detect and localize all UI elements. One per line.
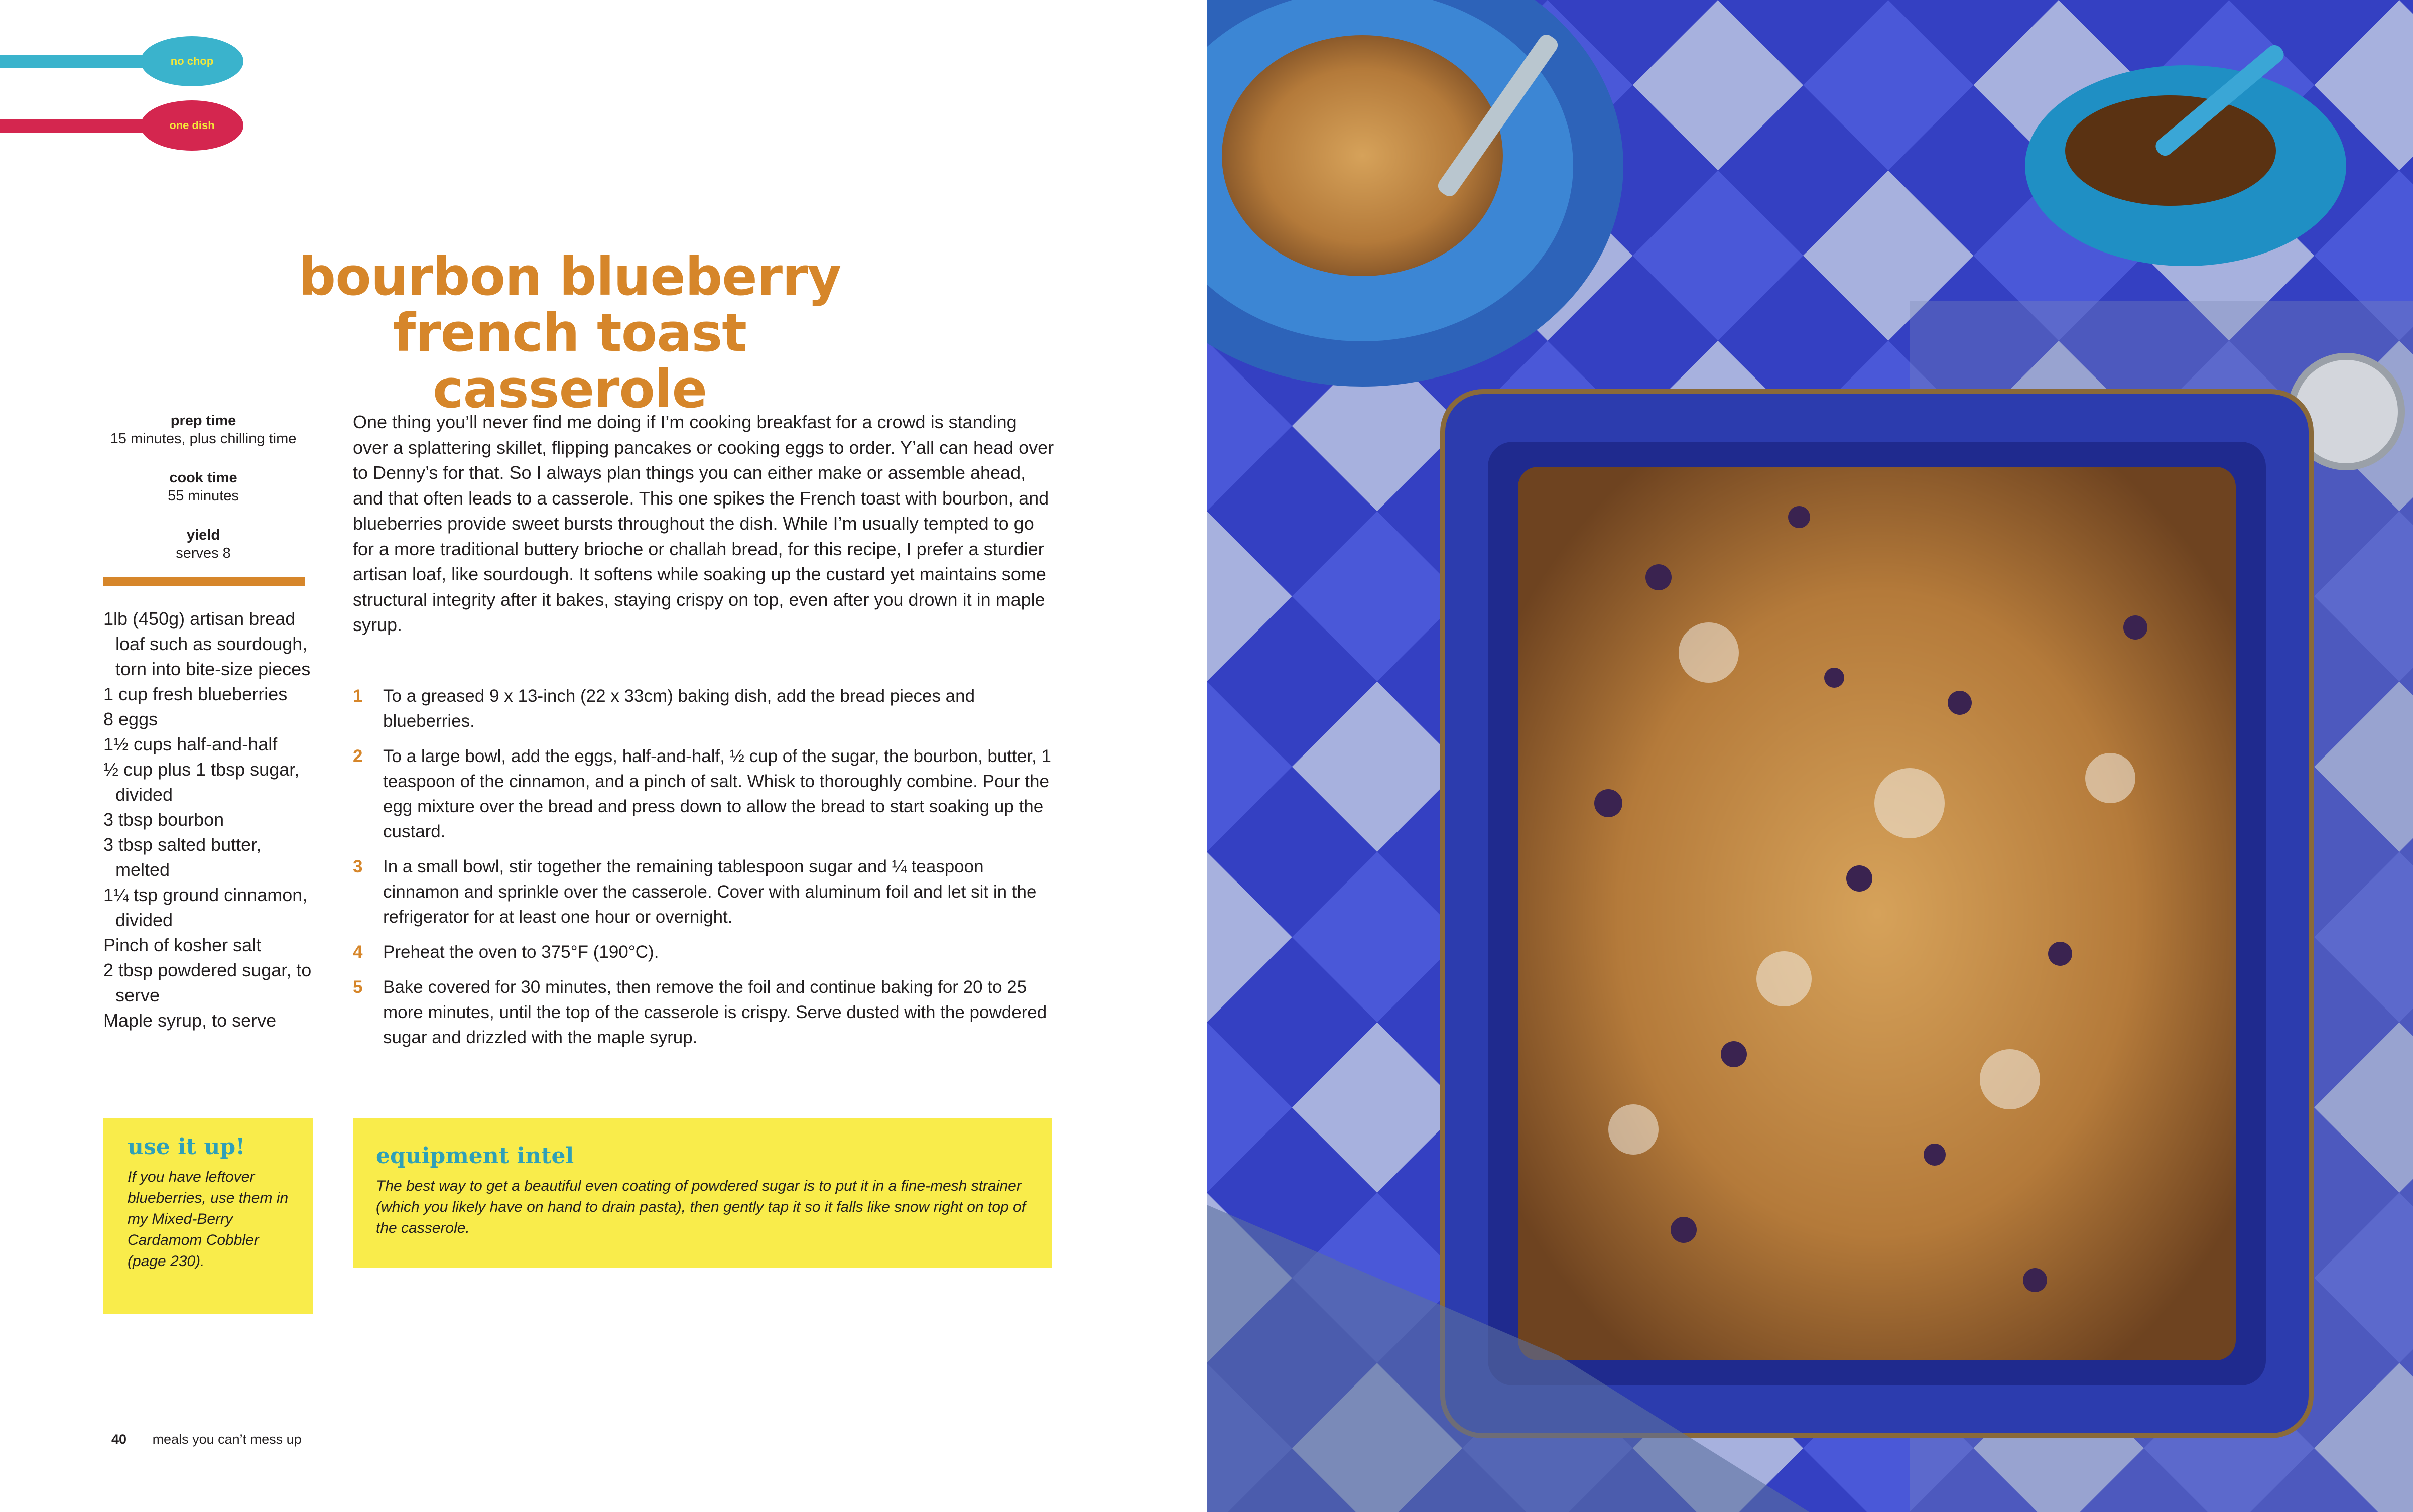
ingredient-item: 1 cup fresh blueberries [103, 684, 288, 704]
recipe-intro: One thing you’ll never find me doing if I’m cooking breakfast for a crowd is standing over a splattering skillet, flipping pancakes or cooking eggs to order. Y’all can head over to Denny’s for that. So I always plan things you can either make or assemble ahead, and that often leads to a casserole. This one spikes the French toast with bourbon, and blueberries provide sweet bursts throughout the dish. While I’m usually tempted to go for a more traditional buttery brioche or challah bread, for this recipe, I prefer a sturdier artisan loaf, like sourdough. It softens while soaking up the custard yet maintains some structural integrity after it bakes, staying crispy on top, even after you drown it in maple syrup. [353, 412, 1054, 635]
step-item [353, 940, 1056, 965]
ingredient-item: ½ cup plus 1 tbsp sugar, divided [103, 759, 300, 805]
step-text: In a small bowl, stir together the remaining tablespoon sugar and ¼ teaspoon cinnamon and sprinkle over the casserole. Cover with aluminum foil and let sit in the refrigerator for at least one hour or overnight. [383, 857, 1037, 927]
cook-time-value: 55 minutes [168, 488, 239, 504]
recipe-title [281, 246, 858, 420]
ingredient-item: 8 eggs [103, 709, 158, 729]
cook-time [100, 469, 306, 505]
recipe-meta [100, 412, 306, 583]
title-line-2: french toast casserole [393, 302, 746, 420]
step-number: 1 [353, 686, 363, 706]
ingredient-item: 1½ cups half-and-half [103, 734, 278, 754]
step-number: 2 [353, 746, 363, 766]
step-text: Preheat the oven to 375°F (190°C). [383, 942, 659, 962]
cook-time-label: cook time [169, 470, 237, 486]
french-toast-casserole-photo [1207, 0, 2413, 1512]
prep-time-value: 15 minutes, plus chilling time [110, 431, 297, 447]
meta-divider [103, 577, 305, 586]
spoon-icon [141, 36, 243, 86]
equipment-intel-box [353, 1118, 1052, 1268]
yield-label: yield [186, 527, 220, 543]
equipment-intel-body: The best way to get a beautiful even coating of powdered sugar is to put it in a fine-mesh strainer (which you likely have on hand to drain pasta), then gently tap it so it falls like snow right on top of the casserole. [376, 1178, 1026, 1236]
spoon-handle [0, 119, 151, 133]
page-number: 40 [111, 1432, 127, 1447]
step-text: Bake covered for 30 minutes, then remove the foil and continue baking for 20 to 25 more minutes, until the top of the casserole is crispy. Serve dusted with the powdered sugar and drizzled with the maple syrup. [383, 977, 1047, 1047]
spoon-icon [141, 100, 243, 151]
ingredient-item: 1¼ tsp ground cinnamon, divided [103, 885, 308, 930]
spoon-handle [0, 55, 151, 68]
yield-value: serves 8 [176, 545, 231, 561]
page-footer [111, 1432, 302, 1447]
ingredient-item: 2 tbsp powdered sugar, to serve [103, 960, 312, 1005]
running-footer: meals you can’t mess up [152, 1432, 302, 1447]
step-item [353, 975, 1056, 1050]
ingredient-item: 1lb (450g) artisan bread loaf such as sourdough, torn into bite-size pieces [103, 608, 311, 679]
prep-time [100, 412, 306, 448]
ingredient-list [103, 606, 314, 1033]
step-text: To a large bowl, add the eggs, half-and-half, ½ cup of the sugar, the bourbon, butter, 1 teaspoon of the cinnamon, and a pinch of salt. Whisk to thoroughly combine. Pour the egg mixture over the bread and press down to allow the bread to start soaking up the custard. [383, 746, 1051, 841]
step-number: 3 [353, 857, 363, 876]
use-it-up-heading: use it up! [128, 1134, 245, 1160]
step-item [353, 854, 1056, 930]
step-number: 4 [353, 942, 363, 962]
equipment-intel-heading: equipment intel [376, 1143, 574, 1169]
use-it-up-body: If you have leftover blueberries, use them in my Mixed-Berry Cardamom Cobbler (page 230). [128, 1169, 289, 1270]
yield [100, 526, 306, 562]
prep-time-label: prep time [170, 413, 236, 429]
step-item [353, 684, 1056, 734]
step-text: To a greased 9 x 13-inch (22 x 33cm) baking dish, add the bread pieces and blueberries. [383, 686, 975, 731]
ingredient-item: Pinch of kosher salt [103, 935, 262, 955]
ingredient-item: 3 tbsp bourbon [103, 809, 224, 830]
no-chop-label: no chop [170, 55, 214, 67]
step-number: 5 [353, 977, 363, 997]
ingredient-item: Maple syrup, to serve [103, 1010, 277, 1031]
step-item [353, 744, 1056, 844]
one-dish-label: one dish [169, 119, 215, 132]
ingredient-item: 3 tbsp salted butter, melted [103, 834, 262, 880]
title-line-1: bourbon blueberry [298, 246, 841, 307]
food-photo-illustration [1207, 0, 2413, 1512]
method-steps [353, 684, 1056, 1060]
casserole [1518, 467, 2236, 1360]
use-it-up-box [103, 1118, 313, 1314]
